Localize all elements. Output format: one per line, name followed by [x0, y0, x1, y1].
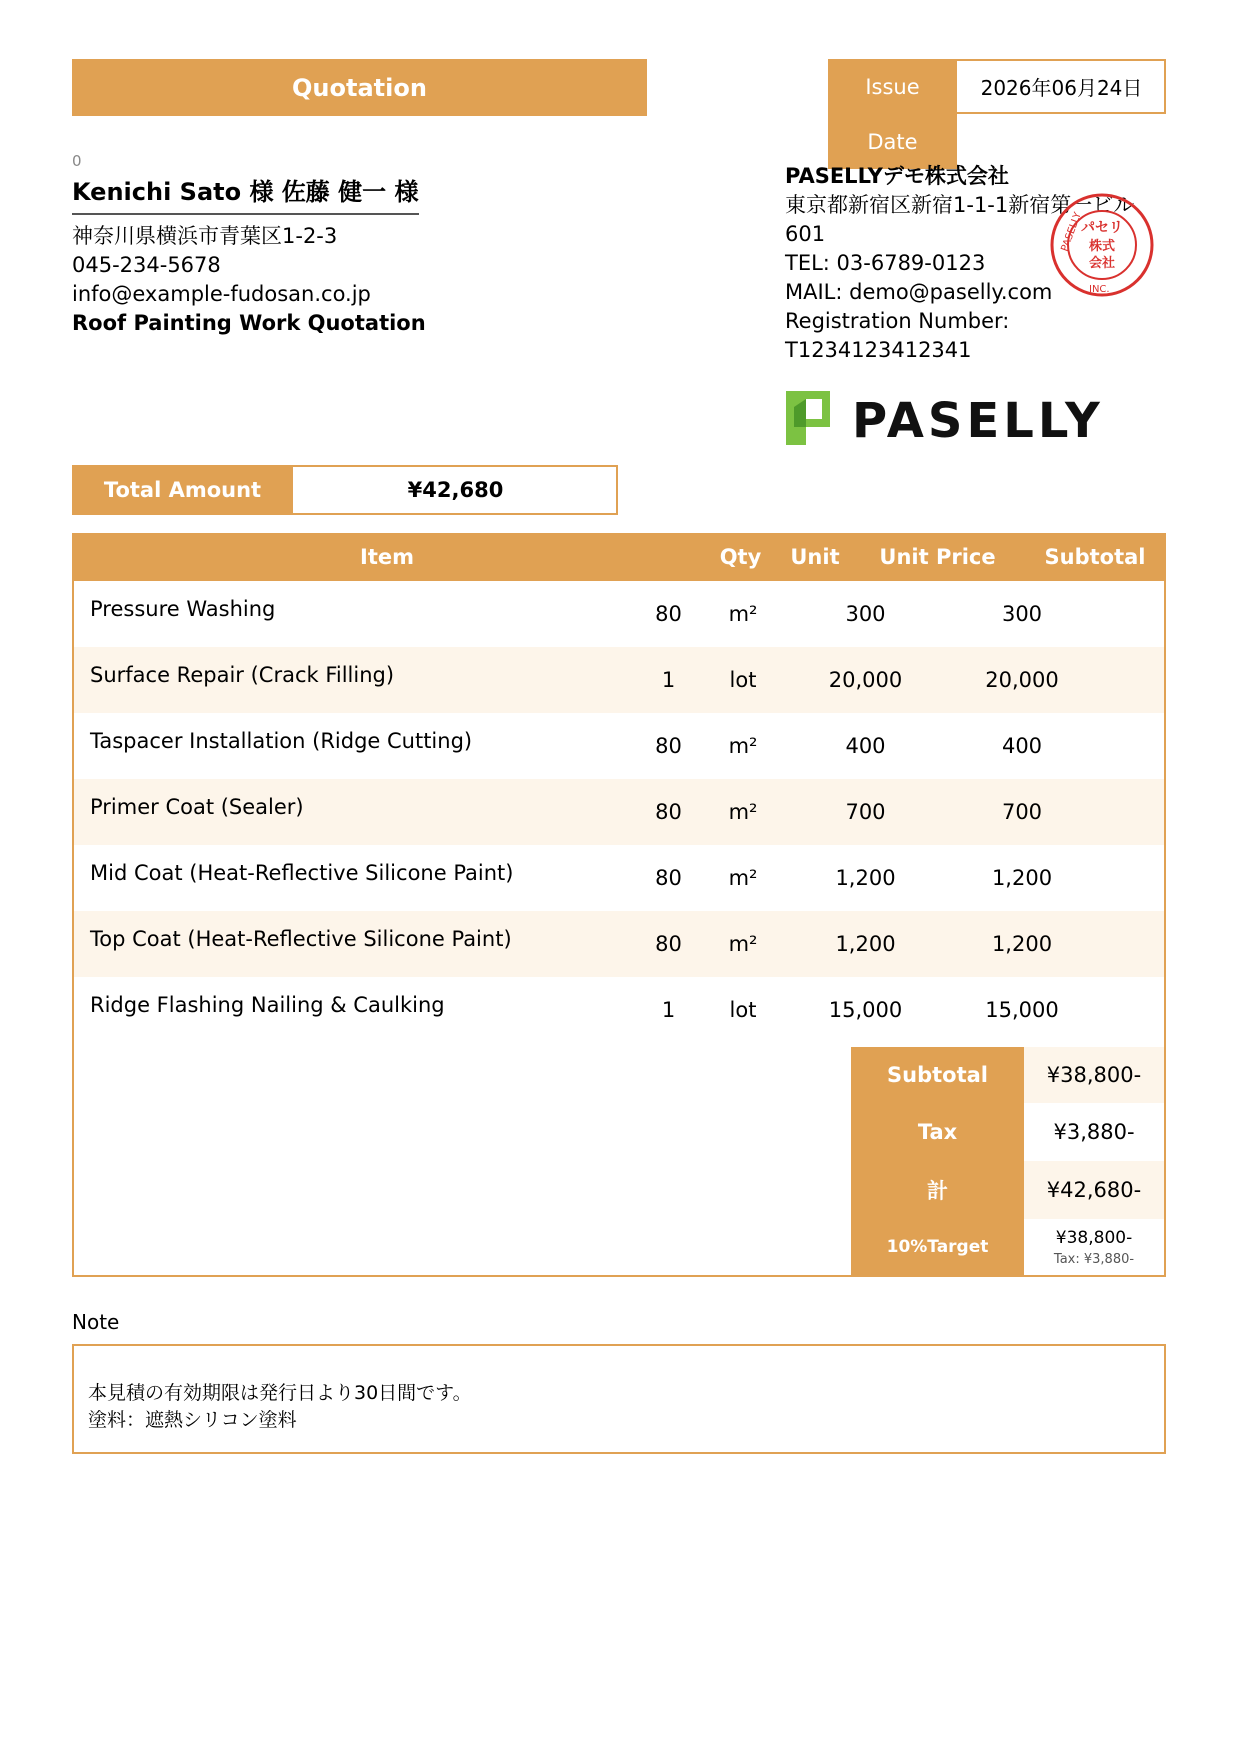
document-title: Quotation	[72, 59, 647, 116]
summary-target-cell	[1024, 1219, 1164, 1275]
client-address: 神奈川県横浜市青葉区1-2-3	[72, 224, 338, 248]
svg-text:株式: 株式	[1088, 239, 1116, 254]
cell-item: Ridge Flashing Nailing & Caulking	[90, 993, 445, 1017]
cell-subtotal: 300	[1001, 602, 1043, 626]
registration-number: T1234123412341	[785, 338, 972, 362]
summary-target-label: 10%Target	[851, 1219, 1024, 1275]
cell-unit: m²	[728, 866, 758, 890]
summary-grand-label: 計	[851, 1161, 1024, 1219]
cell-qty: 1	[661, 668, 676, 692]
company-seal-icon	[1047, 190, 1157, 300]
cell-qty: 1	[661, 998, 676, 1022]
logo-text: PASELLY	[852, 393, 1104, 449]
cell-item: Surface Repair (Crack Filling)	[90, 663, 395, 687]
issue-date-label	[828, 59, 957, 169]
table-row	[74, 647, 1164, 713]
note-line-2: 塗料：遮熱シリコン塗料	[88, 1409, 297, 1431]
company-address-line2: 601	[785, 222, 826, 246]
header-item: Item	[360, 545, 414, 569]
cell-subtotal: 20,000	[985, 668, 1059, 692]
issue-label: Issue	[865, 74, 920, 99]
cell-subtotal: 400	[1001, 734, 1043, 758]
cell-unit-price: 15,000	[828, 998, 903, 1022]
company-logo-icon	[780, 387, 1120, 449]
total-amount-value: ¥42,680	[407, 478, 504, 502]
company-mail: MAIL: demo@paselly.com	[785, 280, 1053, 304]
svg-text:INC.: INC.	[1089, 284, 1110, 295]
cell-item: Top Coat (Heat-Reflective Silicone Paint)	[90, 927, 512, 951]
client-number: 0	[72, 152, 82, 170]
summary-target-tax: Tax: ¥3,880-	[1053, 1251, 1135, 1267]
cell-unit-price: 300	[845, 602, 886, 626]
table-row	[74, 713, 1164, 779]
cell-unit-price: 1,200	[835, 932, 896, 956]
client-name: Kenichi Sato 様 佐藤 健一 様	[72, 172, 419, 215]
header-unit-price: Unit Price	[879, 545, 996, 569]
header-unit: Unit	[790, 545, 840, 569]
summary-grand-value: ¥42,680-	[1024, 1161, 1164, 1219]
cell-qty: 80	[655, 734, 682, 758]
cell-unit: m²	[728, 800, 758, 824]
cell-subtotal: 1,200	[991, 932, 1053, 956]
summary-target-value: ¥38,800-	[1055, 1227, 1133, 1248]
summary-subtotal-label: Subtotal	[851, 1047, 1024, 1103]
header-qty: Qty	[719, 545, 762, 569]
cell-qty: 80	[655, 800, 682, 824]
table-row	[74, 845, 1164, 911]
total-amount-label: Total Amount	[72, 465, 293, 515]
header-subtotal: Subtotal	[1044, 545, 1146, 569]
table-row	[74, 977, 1164, 1043]
cell-item: Primer Coat (Sealer)	[90, 795, 304, 819]
cell-unit-price: 1,200	[835, 866, 896, 890]
cell-qty: 80	[655, 866, 682, 890]
cell-unit: m²	[728, 932, 758, 956]
date-label: Date	[867, 129, 918, 154]
company-name: PASELLYデモ株式会社	[785, 164, 1009, 188]
cell-qty: 80	[655, 602, 682, 626]
cell-item: Taspacer Installation (Ridge Cutting)	[90, 729, 473, 753]
table-row	[74, 911, 1164, 977]
cell-qty: 80	[655, 932, 682, 956]
summary-subtotal-value: ¥38,800-	[1024, 1047, 1164, 1103]
registration-label: Registration Number:	[785, 309, 1010, 333]
quotation-subject: Roof Painting Work Quotation	[72, 311, 426, 335]
cell-unit: lot	[729, 998, 757, 1022]
cell-unit: m²	[728, 734, 758, 758]
svg-text:パセリ: パセリ	[1081, 220, 1123, 236]
client-email: info@example-fudosan.co.jp	[72, 282, 371, 306]
svg-text:会社: 会社	[1088, 256, 1116, 271]
cell-subtotal: 15,000	[985, 998, 1059, 1022]
company-address-line1: 東京都新宿区新宿1-1-1新宿第一ビル	[785, 193, 1135, 217]
cell-subtotal: 700	[1001, 800, 1043, 824]
note-line-1: 本見積の有効期限は発行日より30日間です。	[88, 1382, 472, 1404]
cell-unit: m²	[728, 602, 758, 626]
company-tel: TEL: 03-6789-0123	[785, 251, 986, 275]
table-header	[72, 533, 1166, 581]
client-details	[72, 222, 426, 338]
cell-item: Mid Coat (Heat-Reflective Silicone Paint)	[90, 861, 514, 885]
table-row	[74, 779, 1164, 845]
summary-tax-label: Tax	[851, 1103, 1024, 1161]
note-box	[72, 1344, 1166, 1454]
summary-tax-value: ¥3,880-	[1053, 1120, 1135, 1144]
client-phone: 045-234-5678	[72, 253, 221, 277]
cell-unit-price: 20,000	[828, 668, 903, 692]
cell-subtotal: 1,200	[991, 866, 1053, 890]
cell-unit-price: 700	[845, 800, 886, 824]
cell-unit-price: 400	[845, 734, 886, 758]
cell-unit: lot	[729, 668, 757, 692]
svg-text:PASELLY: PASELLY	[1059, 210, 1084, 254]
cell-item: Pressure Washing	[90, 597, 276, 621]
note-label: Note	[72, 1310, 120, 1334]
table-row	[74, 581, 1164, 647]
issue-date-value: 2026年06月24日	[980, 76, 1143, 100]
